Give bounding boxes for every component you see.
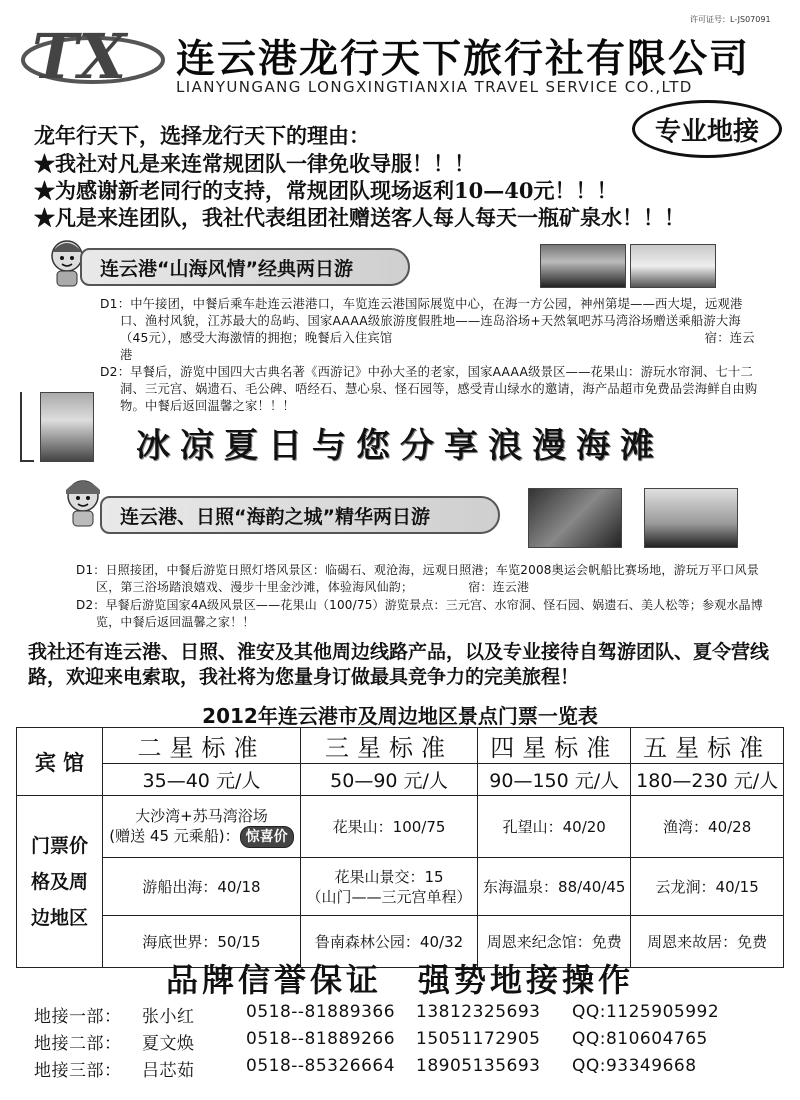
ticket-cell: 周恩来纪念馆：免费 — [478, 916, 631, 968]
hotel-label: 宾 馆 — [17, 728, 103, 796]
professional-badge: 专业地接 — [632, 100, 782, 158]
tier-name: 五星标准 — [631, 728, 784, 764]
contact-row — [34, 1002, 719, 1027]
contact-phone: 0518--81889266 — [246, 1029, 396, 1049]
tier-price: 50—90 元/人 — [300, 764, 477, 796]
tier-name: 四星标准 — [478, 728, 631, 764]
brand-slogan: 品牌信誉保证 强势地接操作 — [165, 961, 634, 999]
ticket-cell: 鲁南森林公园：40/32 — [300, 916, 477, 968]
tier-price: 35—40 元/人 — [103, 764, 301, 796]
ticket-cell — [300, 858, 477, 916]
ticket-cell: 渔湾：40/28 — [631, 796, 784, 858]
contact-dept: 地接三部： — [34, 1061, 122, 1081]
contact-name: 夏文焕 — [142, 1034, 195, 1054]
ticket-cell: 云龙涧：40/15 — [631, 858, 784, 916]
waterfall-rock-photo — [528, 488, 622, 548]
perk-item: ★我社对凡是来连常规团队一律免收导服！！！ — [34, 151, 475, 176]
side-label-line: 格及周 — [30, 870, 88, 893]
ticket-cell: 海底世界：50/15 — [103, 916, 301, 968]
side-label-line: 边地区 — [30, 906, 88, 929]
lighthouse-photo — [644, 488, 738, 548]
license-number: 许可证号：L-JS07091 — [690, 15, 771, 24]
company-logo — [18, 8, 168, 98]
cell-line: 大沙湾+苏马湾浴场 — [135, 806, 268, 825]
tier-name: 三星标准 — [300, 728, 477, 764]
perk-item: ★凡是来连团队，我社代表组团社赠送客人每人每天一瓶矿泉水！！！ — [34, 205, 685, 230]
perk-item: ★为感谢新老同行的支持，常规团队现场返利10—40元！！！ — [34, 178, 618, 203]
cell-line: 花果山景交：15 — [334, 867, 444, 886]
ticket-cell: 周恩来故居：免费 — [631, 916, 784, 968]
contact-dept: 地接一部： — [34, 1007, 122, 1027]
contact-phone: 0518--85326664 — [246, 1056, 396, 1076]
surprise-price-badge: 惊喜价 — [240, 826, 294, 848]
cell-text: (赠送 45 元乘船)： — [109, 826, 240, 845]
tour1-day1: D1：中午接团，中餐后乘车赴连云港港口，车览连云港国际展览中心，在海一方公园，神州第堤——西大堤，远观港口、渔村风貌，江苏最大的岛屿、国家AAAA级旅游度假胜地——连岛浴场+天然氧吧苏马湾浴场赠送乘船游大海（45元），感受大海激情的拥抱；晚餐后入住宾馆 宿：连云港 — [100, 297, 755, 362]
ticket-cell: 孔望山：40/20 — [478, 796, 631, 858]
company-name-en: LIANYUNGANG LONGXINGTIANXIA TRAVEL SERVICE CO.,LTD — [176, 78, 693, 96]
tier-price: 180—230 元/人 — [631, 764, 784, 796]
contact-mobile: 15051172905 — [416, 1029, 541, 1049]
sea-dike-photo — [630, 244, 716, 288]
company-name-cn: 连云港龙行天下旅行社有限公司 — [176, 37, 751, 82]
contact-row — [34, 1029, 708, 1054]
tour1-day2: D2：早餐后，游览中国四大古典名著《西游记》中孙大圣的老家，国家AAAA级景区——花果山：游玩水帘洞、七十二洞、三元宫、娲遗石、毛公碑、唔经石、慧心泉、怪石园等，感受青山绿水的邀请，海产品超市免费品尝海鲜自由购物。中餐后返回温馨之家！！！ — [100, 365, 758, 413]
contact-name: 张小红 — [142, 1007, 195, 1027]
ticket-cell — [103, 796, 301, 858]
contact-mobile: 13812325693 — [416, 1002, 541, 1022]
tier-name: 二星标准 — [103, 728, 301, 764]
ticket-cell: 花果山：100/75 — [300, 796, 477, 858]
ticket-side-label — [17, 796, 103, 968]
ticket-cell: 游船出海：40/18 — [103, 858, 301, 916]
ticket-cell: 东海温泉：88/40/45 — [478, 858, 631, 916]
contact-dept: 地接二部： — [34, 1034, 122, 1054]
tour2-day1: D1：日照接团，中餐后游览日照灯塔风景区：临碣石、观沧海，远观日照港；车览2008奥运会帆船比赛场地，游玩万平口风景区，第三浴场踏浪嬉戏、漫步十里金沙滩，体验海风仙韵； 宿：连云港 — [76, 563, 760, 594]
cell-line: （山门——三元宫单程） — [306, 887, 472, 906]
contact-row — [34, 1056, 697, 1081]
table-row — [17, 858, 784, 916]
contact-qq: QQ:810604765 — [572, 1029, 708, 1049]
other-routes-note: 我社还有连云港、日照、淮安及其他周边线路产品，以及专业接待自驾游团队、夏令营线路，欢迎来电索取，我社将为您量身订做最具竞争力的完美旅程！ — [28, 641, 770, 688]
contact-phone: 0518--81889366 — [246, 1002, 396, 1022]
tour2-title-banner: 连云港、日照“海韵之城”精华两日游 — [100, 496, 500, 534]
contact-name: 吕芯茹 — [142, 1061, 195, 1081]
tier-price: 90—150 元/人 — [478, 764, 631, 796]
summer-slogan: 冰凉夏日与您分享浪漫海滩 — [136, 426, 664, 466]
ticket-price-table — [16, 727, 784, 968]
logo-text: TX — [32, 20, 127, 93]
cell-line — [103, 826, 300, 848]
side-label-line: 门票价 — [30, 834, 88, 857]
table-row — [17, 796, 784, 858]
tour1-title-banner: 连云港“山海风情”经典两日游 — [80, 248, 410, 286]
ticket-table-title: 2012年连云港市及周边地区景点门票一览表 — [202, 704, 598, 728]
promo-headline: 龙年行天下，选择龙行天下的理由： — [34, 123, 370, 148]
contact-qq: QQ:1125905992 — [572, 1002, 720, 1022]
contact-mobile: 18905135693 — [416, 1056, 541, 1076]
contact-qq: QQ:93349668 — [572, 1056, 697, 1076]
waterfall-photo — [540, 244, 626, 288]
tour2-day2: D2：早餐后游览国家4A级风景区——花果山（100/75）游览景点：三元宫、水帘洞、怪石园、娲遗石、美人松等；参观水晶博览，中餐后返回温馨之家！！ — [76, 598, 763, 629]
